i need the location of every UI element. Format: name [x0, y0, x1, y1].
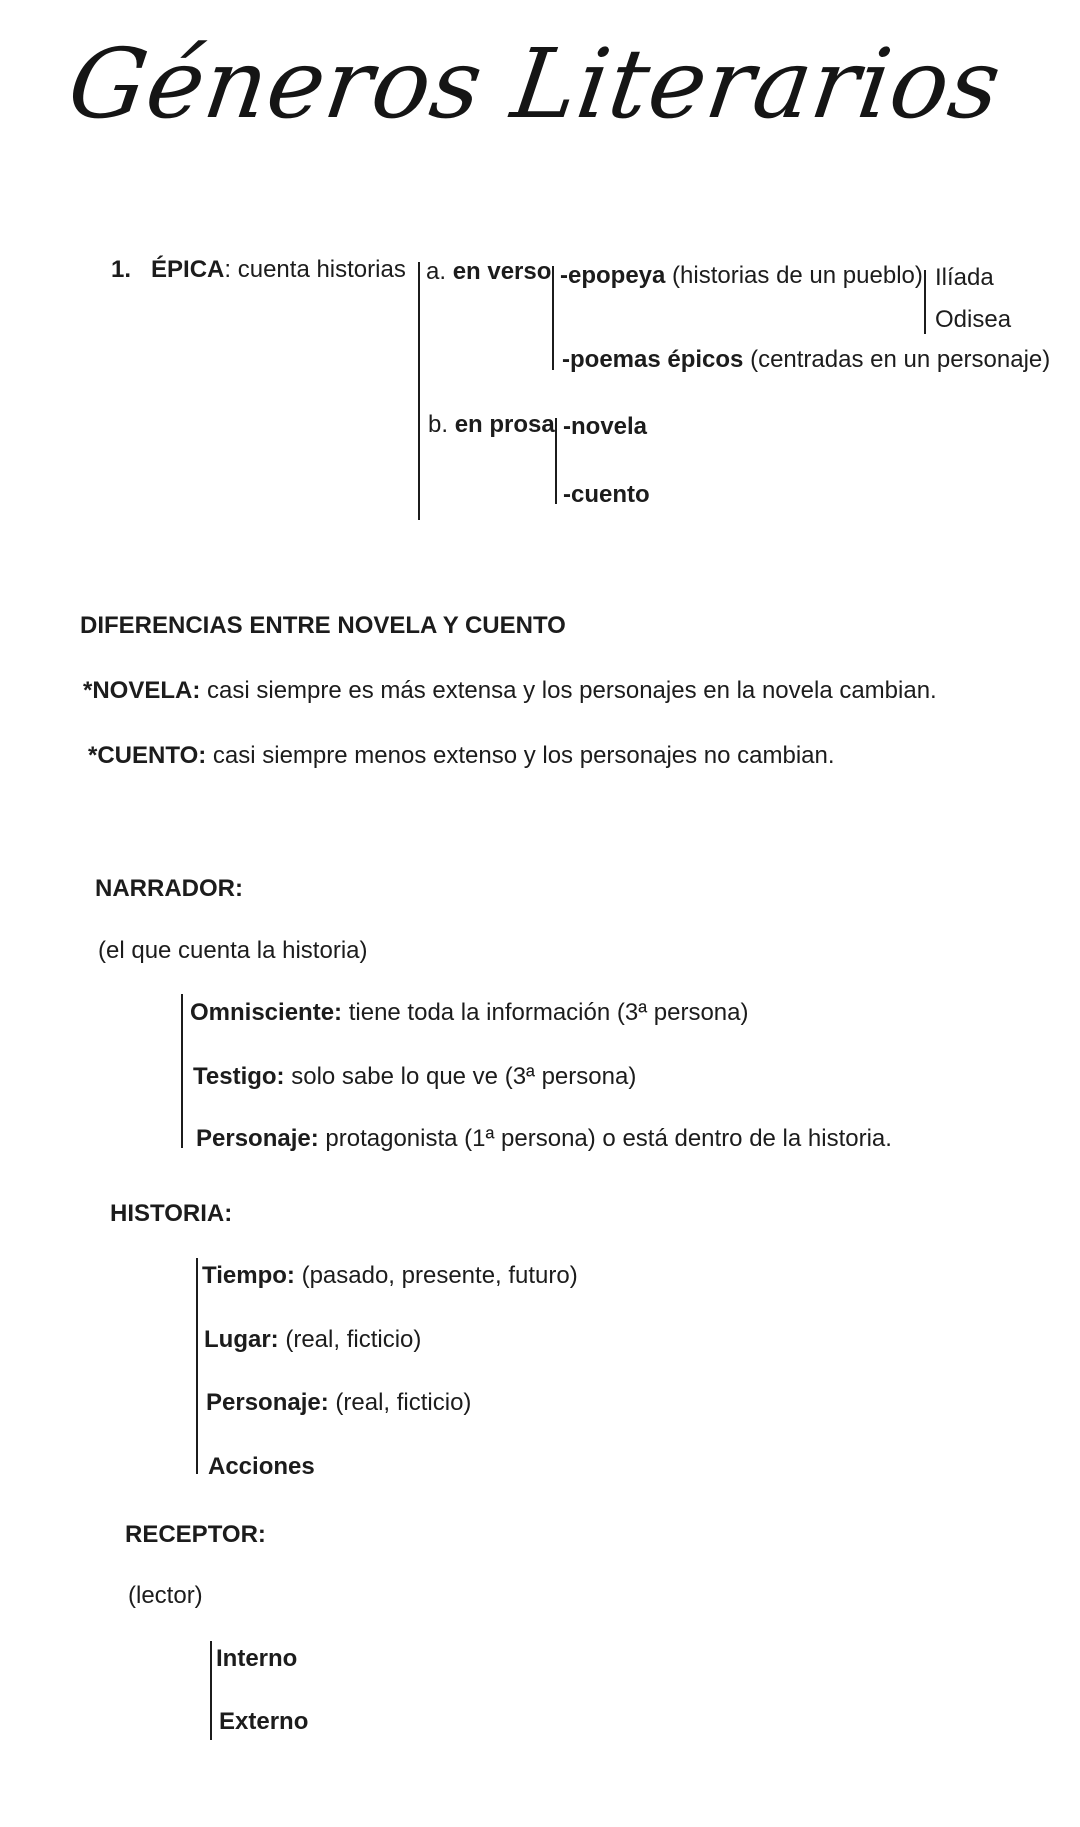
narrador-item: Testigo: solo sabe lo que ve (3ª persona) [193, 1063, 637, 1090]
iliada-text: Ilíada [935, 264, 994, 291]
poemas-term: -poemas épicos [562, 346, 744, 373]
list-number: 1. [111, 256, 132, 283]
poemas-desc: (centradas en un personaje) [743, 346, 1051, 373]
narrador-note: (el que cuenta la historia) [98, 937, 368, 964]
receptor-note: (lector) [128, 1582, 203, 1609]
historia-item: Lugar: (real, ficticio) [204, 1326, 422, 1353]
epica-bracket [418, 262, 420, 520]
novela-item: -novela [563, 413, 648, 440]
page-title: Géneros Literarios [62, 28, 1008, 140]
narrador-item: Omnisciente: tiene toda la información (3ª persona) [190, 999, 749, 1026]
epopeya-line [560, 262, 923, 290]
epica-term: ÉPICA [151, 256, 225, 283]
prosa-bracket [555, 418, 557, 504]
prosa-line [428, 411, 555, 439]
epopeya-bracket [924, 270, 926, 334]
cuento-item: -cuento [563, 481, 650, 508]
historia-heading: HISTORIA: [110, 1200, 233, 1227]
prosa-letter: b. [428, 411, 449, 438]
receptor-bracket [210, 1641, 212, 1740]
epica-line [111, 256, 406, 284]
historia-item: Acciones [208, 1453, 315, 1480]
novela-definition: *NOVELA: casi siempre es más extensa y los personajes en la novela cambian. [83, 677, 937, 704]
narrador-heading: NARRADOR: [95, 875, 243, 902]
diferencias-heading: DIFERENCIAS ENTRE NOVELA Y CUENTO [80, 612, 566, 639]
verso-letter: a. [426, 258, 447, 285]
poemas-line [562, 346, 1050, 374]
epica-desc: : cuenta historias [224, 256, 406, 283]
receptor-item: Externo [219, 1708, 309, 1735]
historia-item: Tiempo: (pasado, presente, futuro) [202, 1262, 578, 1289]
historia-item: Personaje: (real, ficticio) [206, 1389, 472, 1416]
verso-line [426, 258, 551, 286]
verso-label: en verso [452, 258, 552, 285]
cuento-definition: *CUENTO: casi siempre menos extenso y los personajes no cambian. [88, 742, 835, 769]
odisea-text: Odisea [935, 306, 1012, 333]
narrador-bracket [181, 994, 183, 1148]
receptor-item: Interno [216, 1645, 298, 1672]
epopeya-term: -epopeya [560, 262, 666, 289]
verso-bracket [552, 266, 554, 370]
prosa-label: en prosa [454, 411, 555, 438]
narrador-item: Personaje: protagonista (1ª persona) o está dentro de la historia. [196, 1125, 892, 1152]
historia-bracket [196, 1258, 198, 1474]
receptor-heading: RECEPTOR: [125, 1521, 266, 1548]
epopeya-desc: (historias de un pueblo) [665, 262, 923, 289]
